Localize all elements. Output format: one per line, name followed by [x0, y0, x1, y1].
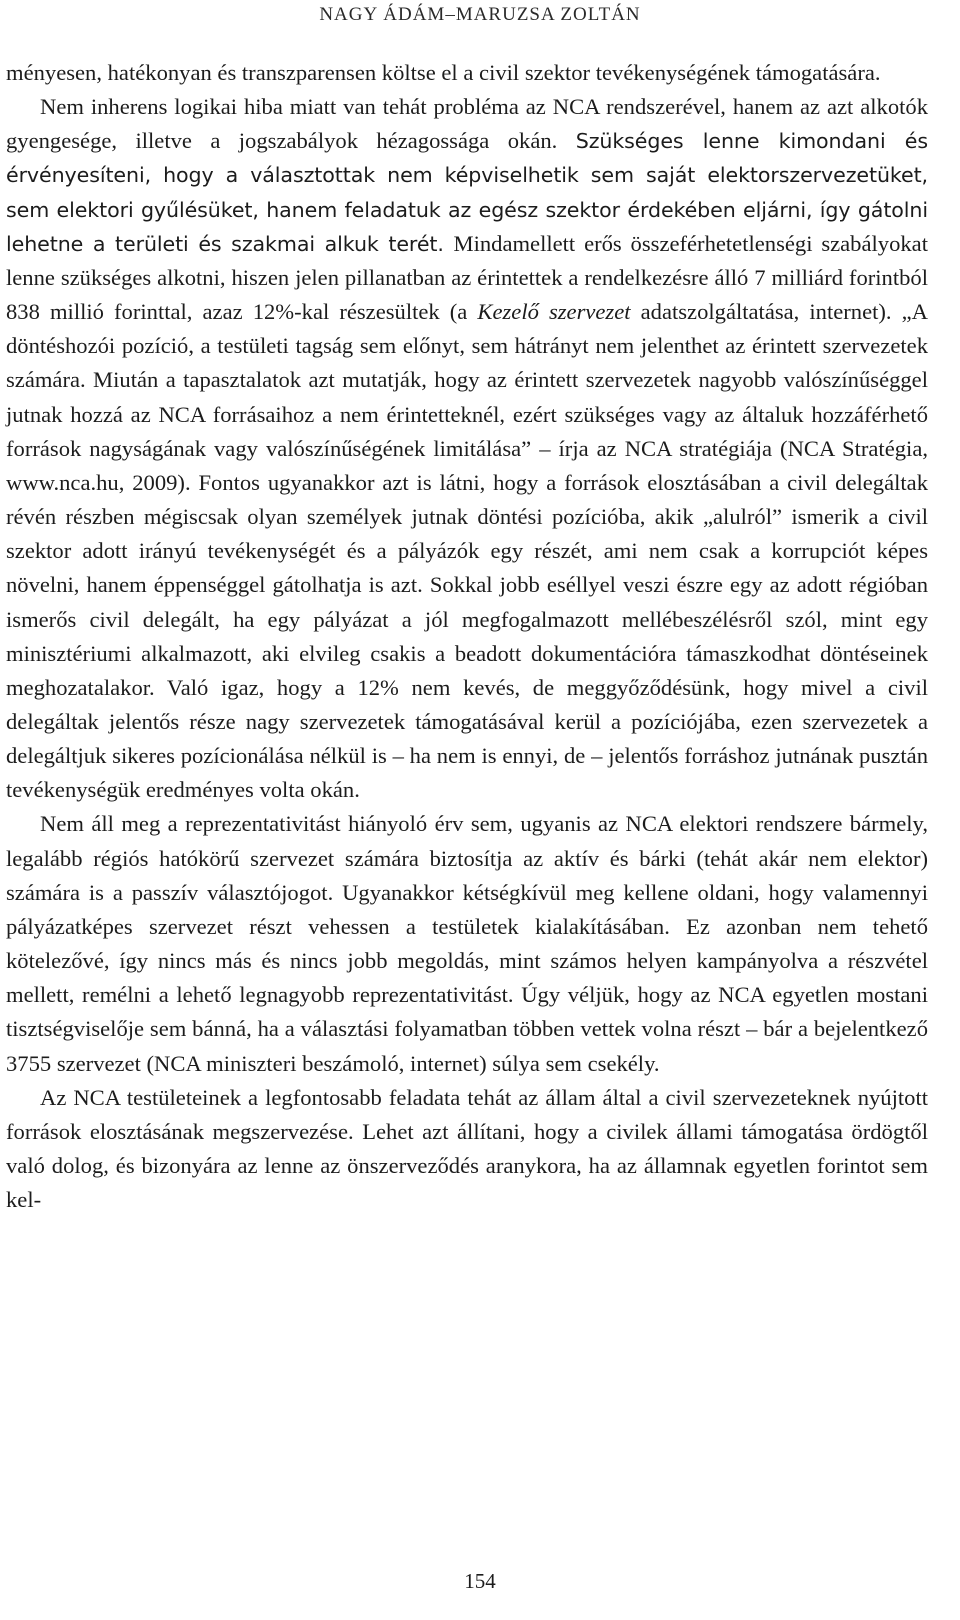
- paragraph-4: [6, 1081, 928, 1218]
- page-number: 154: [464, 1569, 496, 1593]
- paragraph-3: [6, 807, 928, 1080]
- paragraph-1: [6, 56, 928, 90]
- paragraph-2: [6, 90, 928, 807]
- paragraph-2-text-c: Mindamellett erős összeférhetetlenségi szabályokat lenne szükséges alkotni, hiszen jelen pillanatban az érintettek a rendelkezésre álló 7 milliárd forintból 838 millió forinttal, azaz 12%-kal részesültek (a: [6, 230, 928, 325]
- paragraph-2-italic-term: Kezelő szervezet: [477, 299, 631, 325]
- paragraph-3-text: Nem áll meg a reprezentativitást hiányoló érv sem, ugyanis az NCA elektori rendszere bármely, legalább régiós hatókörű szervezet számára biztosítja az aktív és bárki (tehát akár nem elektor) számára is a passzív választójogot. Ugyanakkor kétségkívül meg kellene oldani, hogy valamennyi pályázatképes szervezet részt vehessen a testületek kialakításában. Ez azonban nem tehető kötelezővé, így nincs más és nincs jobb megoldás, mint számos helyen kampányolva a részvétel mellett, remélni a lehető legnagyobb reprezentativitást. Úgy véljük, hogy az NCA egyetlen mostani tisztségviselője sem bánná, ha a választási folyamatban többen vettek volna részt – bár a bejelentkező 3755 szervezet (NCA miniszteri beszámoló, internet) súlya sem csekély.: [6, 811, 928, 1076]
- paragraph-4-text: Az NCA testületeinek a legfontosabb feladata tehát az állam által a civil szervezeteknek nyújtott források elosztásának megszervezése. Lehet azt állítani, hogy a civilek állami támogatása ördögtől való dolog, és bizonyára az lenne az önszerveződés aranykora, ha az államnak egyetlen forintot sem kel-: [6, 1084, 928, 1213]
- paragraph-1-text: ményesen, hatékonyan és transzparensen költse el a civil szektor tevékenységének támogatására.: [6, 60, 881, 85]
- paragraph-2-text-b: Szükséges lenne kimondani és érvényesíteni, hogy a választottak nem képviselhetik sem saját elektorszervezetüket, sem elektori gyűlésüket, hanem feladatuk az egész szektor érdekében eljárni, így gátolni lehetne a területi és szakmai alkuk terét.: [6, 129, 928, 256]
- article-body: [6, 56, 928, 1217]
- running-header: NAGY ÁDÁM–MARUZSA ZOLTÁN: [319, 4, 641, 25]
- paragraph-2-text-d: adatszolgáltatása, internet). „A döntéshozói pozíció, a testületi tagság sem előnyt, sem hátrányt nem jelenthet az érintett szervezetek számára. Miután a tapasztalatok azt mutatják, hogy az érintett szervezetek nagyobb valószínűséggel jutnak hozzá az NCA forrásaihoz a nem érintetteknél, ezért szükséges vagy az általuk hozzáférhető források nagyságának vagy valószínűségének limitálása” – írja az NCA stratégiája (NCA Stratégia, www.nca.hu, 2009). Fontos ugyanakkor azt is látni, hogy a források elosztásában a civil delegáltak révén részben mégiscsak olyan személyek jutnak döntési pozícióba, akik „alulról” ismerik a civil szektor adott irányú tevékenységét és a pályázók egy részét, ami nem csak a korrupciót képes növelni, hanem éppenséggel gátolhatja is azt. Sokkal jobb eséllyel veszi észre egy az adott régióban ismerős civil delegált, ha egy pályázat a jól megfogalmazott mellébeszélésről szól, mint egy minisztériumi alkalmazott, aki elvileg csakis a beadott dokumentációra támaszkodhat döntéseinek meghozatalakor. Való igaz, hogy a 12% nem kevés, de meggyőződésünk, hogy mivel a civil delegáltak jelentős része nagy szervezetek támogatásával kerül a pozíciójába, ezen szervezetek a delegáltjuk sikeres pozícionálása nélkül is – ha nem is ennyi, de – jelentős forráshoz jutnának pusztán tevékenységük eredményes volta okán.: [6, 299, 929, 803]
- paragraph-2-text-a: Nem inherens logikai hiba miatt van tehát probléma az NCA rendszerével, hanem az azt alkotók gyengesége, illetve a jogszabályok hézagossága okán.: [6, 94, 928, 154]
